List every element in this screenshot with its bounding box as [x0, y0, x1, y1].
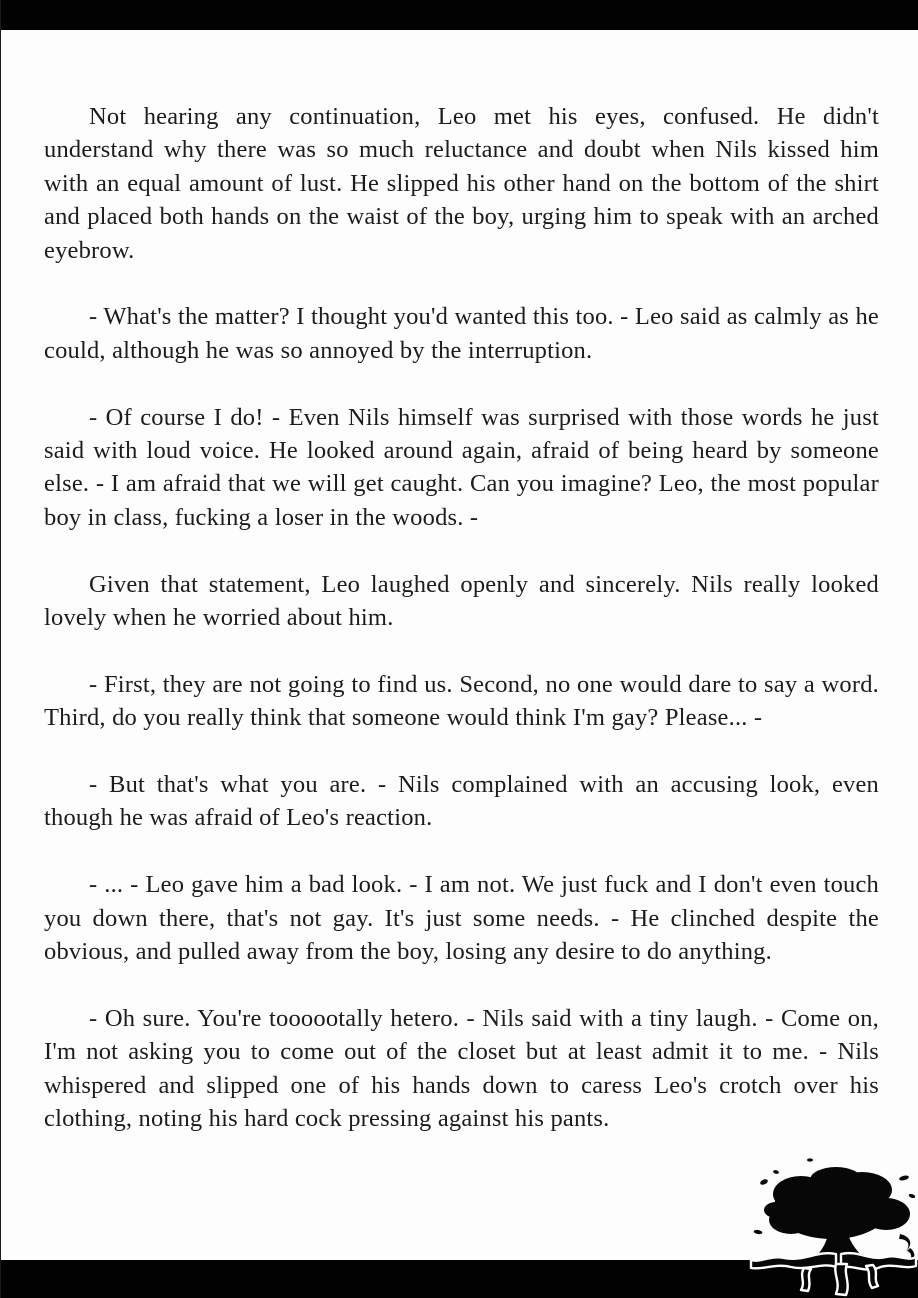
paragraph: - What's the matter? I thought you'd wanted this too. - Leo said as calmly as he could, although he was so annoyed by the interruption. — [44, 303, 879, 364]
paragraph: - Of course I do! - Even Nils himself was surprised with those words he just said with loud voice. He looked around again, afraid of being heard by someone else. - I am afraid that we will get caught. Can you imagine? Leo, the most popular boy in class, fucking a loser in the woods. - — [44, 403, 879, 531]
paragraph: - First, they are not going to find us. Second, no one would dare to say a word. Third, do you really think that someone would think I'm gay? Please... - — [44, 670, 879, 732]
paragraph: - But that's what you are. - Nils complained with an accusing look, even though he was afraid of Leo's reaction. — [44, 771, 879, 832]
paragraph: - ... - Leo gave him a bad look. - I am not. We just fuck and I don't even touch you down there, that's not gay. It's just some needs. - He clinched despite the obvious, and pulled away from the boy, losing any desire to do anything. — [44, 871, 879, 966]
story-text-block — [44, 100, 879, 1169]
paragraph: Not hearing any continuation, Leo met his eyes, confused. He didn't understand why there was so much reluctance and doubt when Nils kissed him with an equal amount of lust. He slipped his other hand on the bottom of the shirt and placed both hands on the waist of the boy, urging him to speak with an arched eyebrow. — [44, 103, 879, 264]
paragraph: Given that statement, Leo laughed openly and sincerely. Nils really looked lovely when he worried about him. — [44, 570, 879, 632]
tree-silhouette-icon — [746, 1152, 918, 1298]
top-black-bar — [1, 0, 918, 30]
paragraph: - Oh sure. You're toooootally hetero. - Nils said with a tiny laugh. - Come on, I'm not asking you to come out of the closet but at least admit it to me. - Nils whispered and slipped one of his hands down to caress Leo's crotch over his clothing, noting his hard cock pressing against his pants. — [44, 1004, 879, 1133]
